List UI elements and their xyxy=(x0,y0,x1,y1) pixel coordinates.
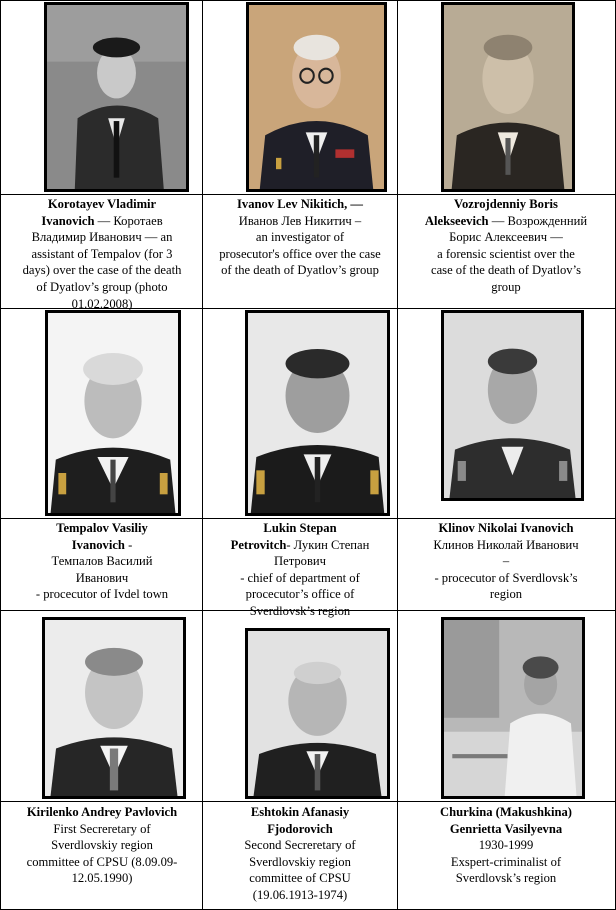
caption-line: Петрович xyxy=(274,554,326,569)
caption-line: Klinov Nikolai Ivanovich xyxy=(438,521,574,535)
caption-line: Ivanov Lev Nikitich, — xyxy=(237,197,363,211)
photo-churkina xyxy=(441,617,585,799)
caption-line: Korotayev Vladimir xyxy=(47,197,157,211)
caption-line: group xyxy=(491,279,521,294)
caption-ivanov xyxy=(204,196,396,279)
caption-line: 1930-1999 xyxy=(478,838,534,853)
caption-line: Темпалов Василий xyxy=(51,554,153,569)
caption-line: Борис Алексеевич — xyxy=(449,230,563,245)
caption-line: Sverdlovskiy region xyxy=(249,854,351,869)
caption-line: Иванович xyxy=(75,570,129,585)
caption-lukin xyxy=(204,520,396,620)
caption-line: Fjodorovich xyxy=(267,821,333,836)
caption-line: - procecutor of Ivdel town xyxy=(35,587,169,602)
portrait-image xyxy=(48,313,178,513)
portrait-photo-vozrojdenniy xyxy=(441,2,575,192)
table-column-divider xyxy=(202,0,203,910)
caption-kirilenko xyxy=(4,804,200,887)
caption-line: Sverdlovsk’s region xyxy=(455,871,557,886)
portrait-image xyxy=(444,313,581,498)
caption-line: First Secreretary of xyxy=(53,821,151,836)
caption-line: Churkina (Makushkina) xyxy=(440,805,572,819)
portrait-photo-korotayev xyxy=(44,2,189,192)
portrait-image xyxy=(248,313,387,513)
portrait-image xyxy=(248,631,387,796)
table-column-divider xyxy=(397,0,398,910)
portrait-photo-klinov xyxy=(441,310,584,501)
caption-line: Sverdlovsk’s region xyxy=(249,603,351,618)
caption-line: Kirilenko Andrey Pavlovich xyxy=(26,805,178,819)
caption-line: Tempalov Vasiliy xyxy=(56,521,148,535)
caption-eshtokin xyxy=(204,804,396,904)
portrait-photo-tempalov xyxy=(45,310,181,516)
caption-line: - chief of department of xyxy=(240,570,360,585)
table-row-divider xyxy=(0,801,616,802)
caption-line: days) over the case of the death xyxy=(22,263,182,278)
caption-line: Genrietta Vasilyevna xyxy=(449,821,563,836)
portrait-photo-lukin xyxy=(245,310,390,516)
caption-line: Vozrojdenniy Boris xyxy=(454,197,558,211)
portrait-image xyxy=(47,5,186,189)
caption-line: Exspert-criminalist of xyxy=(450,854,562,869)
caption-churkina xyxy=(399,804,613,887)
caption-line: Second Secreretary of xyxy=(244,838,356,853)
caption-line: Ivanovich — Коротаев xyxy=(41,213,163,228)
caption-line: Клинов Николай Иванович xyxy=(433,537,579,552)
caption-line: – xyxy=(502,554,510,569)
caption-line: Иванов Лев Никитич – xyxy=(238,213,362,228)
portrait-photo-eshtokin xyxy=(245,628,390,799)
caption-line: case of the death of Dyatlov’s xyxy=(430,263,582,278)
table-row-divider xyxy=(0,194,616,195)
caption-line: assistant of Tempalov (for 3 xyxy=(31,246,173,261)
caption-klinov xyxy=(399,520,613,603)
caption-line: Petrovitch- Лукин Степан xyxy=(230,537,370,552)
table-row-divider xyxy=(0,518,616,519)
caption-line: Eshtokin Afanasiy xyxy=(250,805,350,819)
caption-line: 12.05.1990) xyxy=(71,871,133,886)
caption-line: Alekseevich — Возрожденний xyxy=(424,213,588,228)
table-border-top xyxy=(0,0,616,1)
portrait-photo-kirilenko xyxy=(42,617,186,799)
table-border-left xyxy=(0,0,1,910)
portrait-photo-ivanov xyxy=(246,2,387,192)
caption-line: - procecutor of Sverdlovsk’s xyxy=(434,570,578,585)
caption-tempalov xyxy=(4,520,200,603)
caption-line: committee of CPSU xyxy=(249,871,351,886)
caption-line: of Dyatlov’s group (photo xyxy=(36,279,168,294)
caption-line: of the death of Dyatlov’s group xyxy=(221,263,379,278)
caption-line: prosecutor's office over the case xyxy=(219,246,381,261)
portrait-image xyxy=(45,620,183,796)
caption-vozrojdenniy xyxy=(399,196,613,296)
caption-line: Lukin Stepan xyxy=(263,521,337,535)
portrait-image xyxy=(249,5,384,189)
caption-line: Sverdlovskiy region xyxy=(51,838,153,853)
caption-line: a forensic scientist over the xyxy=(437,246,575,261)
caption-line: Ivanovich - xyxy=(71,537,133,552)
caption-line: region xyxy=(489,587,523,602)
portrait-image xyxy=(444,5,572,189)
caption-line: 01.02.2008) xyxy=(71,296,133,311)
caption-line: an investigator of xyxy=(255,230,345,245)
caption-line: procecutor’s office of xyxy=(245,587,355,602)
caption-korotayev xyxy=(4,196,200,312)
caption-line: (19.06.1913-1974) xyxy=(252,887,348,902)
portrait-image xyxy=(444,620,582,796)
caption-line: committee of CPSU (8.09.09- xyxy=(26,854,178,869)
caption-line: Владимир Иванович — an xyxy=(31,230,173,245)
